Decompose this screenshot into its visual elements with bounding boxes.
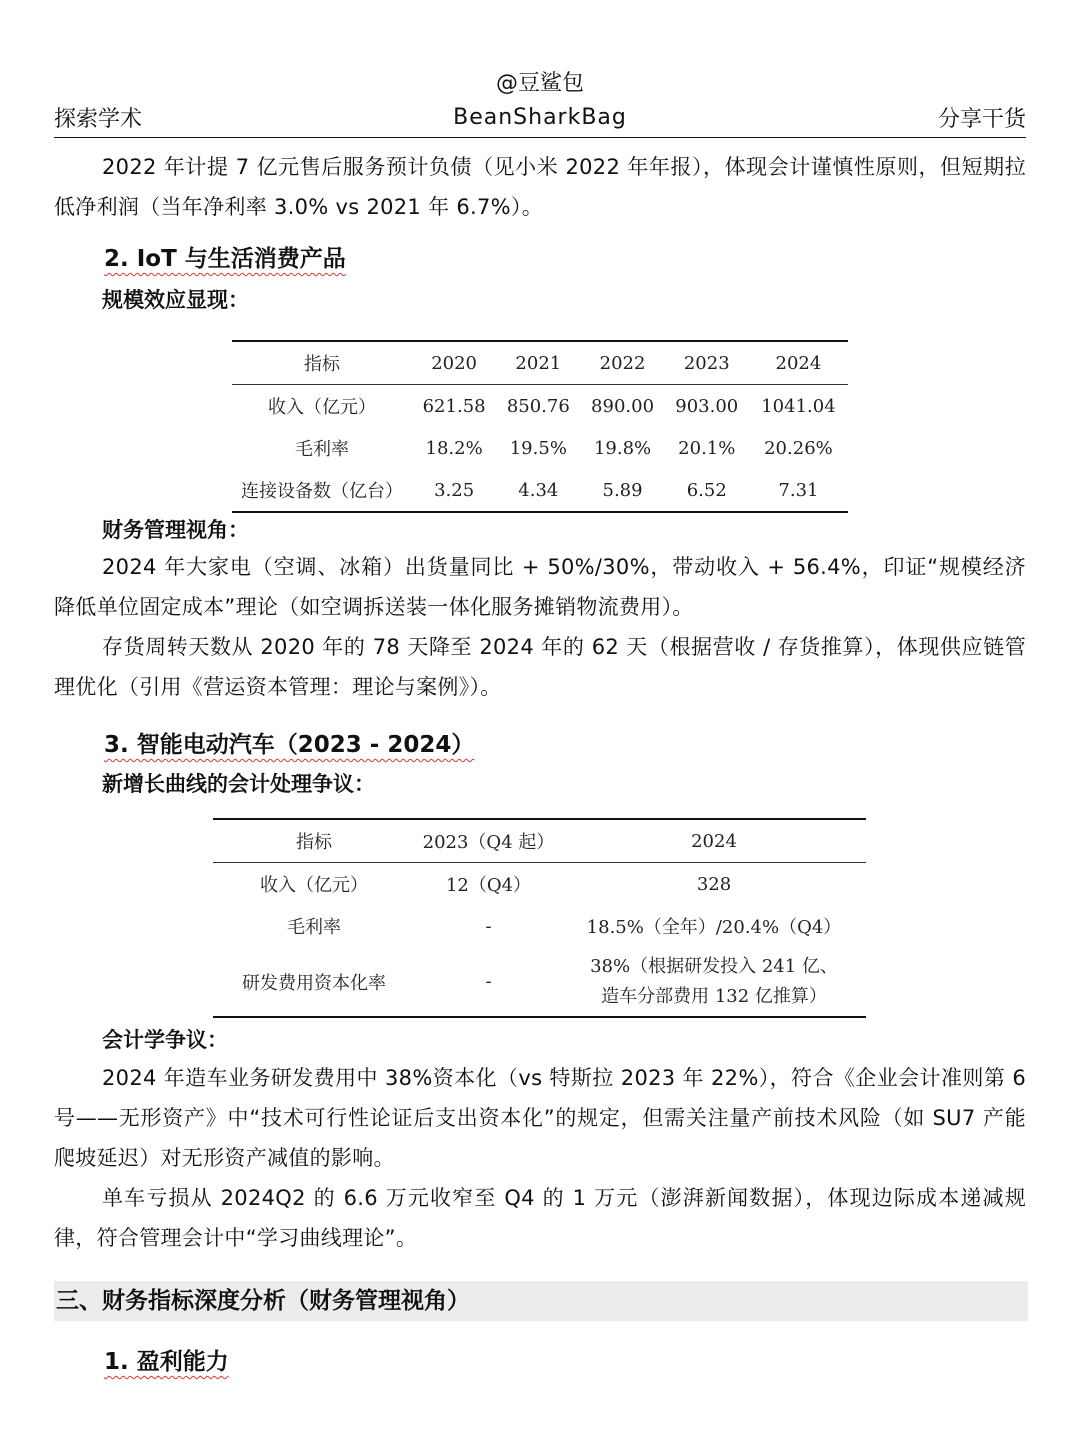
table-cell: 19.5% <box>509 437 567 459</box>
ev-table-header: 2024 <box>562 819 866 863</box>
iot-table-header: 指标 <box>232 341 412 385</box>
header-left: 探索学术 <box>54 106 143 132</box>
iot-table-header: 2021 <box>496 341 580 385</box>
section-3-sub <box>104 1343 229 1376</box>
iot-table-header-row <box>232 341 848 385</box>
table-cell: 621.58 <box>422 395 486 417</box>
table-cell: 328 <box>696 873 732 895</box>
iot-scale-label: 规模效应显现： <box>102 288 249 312</box>
ev-table <box>213 818 866 1018</box>
table-row <box>213 905 866 947</box>
iot-table-header: 2024 <box>749 341 848 385</box>
table-row <box>232 469 848 512</box>
table-cell-line: 38%（根据研发投入 241 亿、 <box>590 955 838 977</box>
table-cell: 850.76 <box>506 395 570 417</box>
table-cell: - <box>485 915 492 937</box>
table-cell-line: 造车分部费用 132 亿推算） <box>601 985 827 1007</box>
table-cell: 18.2% <box>425 437 483 459</box>
table-cell: 20.1% <box>678 437 736 459</box>
table-cell: 毛利率 <box>287 917 341 938</box>
table-cell: 收入（亿元） <box>268 397 376 418</box>
ev-paragraph-1: 2024 年造车业务研发费用中 38%资本化（vs 特斯拉 2023 年 22%），符合《企业会计准则第 6 号——无形资产》中“技术可行性论证后支出资本化”的规定，但需关注量产前技术风险（如 SU7 产能爬坡延迟）对无形资产减值的影响。 <box>54 1066 1026 1170</box>
table-cell: 连接设备数（亿台） <box>241 481 403 502</box>
iot-fin-label: 财务管理视角： <box>102 518 249 542</box>
ev-table-header: 2023（Q4 起） <box>415 819 562 863</box>
ev-label: 新增长曲线的会计处理争议： <box>102 772 375 796</box>
iot-table-header: 2022 <box>580 341 664 385</box>
table-cell: 7.31 <box>778 479 819 501</box>
table-row <box>213 947 866 1017</box>
table-cell: 收入（亿元） <box>260 875 368 896</box>
ev-paragraph-2: 单车亏损从 2024Q2 的 6.6 万元收窄至 Q4 的 1 万元（澎湃新闻数据），体现边际成本递减规律，符合管理会计中“学习曲线理论”。 <box>54 1186 1026 1250</box>
iot-paragraph-1: 2024 年大家电（空调、冰箱）出货量同比 + 50%/30%，带动收入 + 56.4%，印证“规模经济降低单位固定成本”理论（如空调拆送装一体化服务摊销物流费用）。 <box>54 555 1026 619</box>
iot-table <box>232 340 848 513</box>
table-cell: 3.25 <box>434 479 475 501</box>
table-cell: 19.8% <box>593 437 652 459</box>
table-cell: 毛利率 <box>295 439 349 460</box>
header-right: 分享干货 <box>937 106 1026 132</box>
section-3-sub-text: 1. 盈利能力 <box>104 1349 229 1375</box>
table-cell: 890.00 <box>591 395 655 417</box>
table-row <box>232 385 848 428</box>
table-cell: 研发费用资本化率 <box>242 972 386 994</box>
ev-table-header: 指标 <box>213 819 415 863</box>
intro-paragraph: 2022 年计提 7 亿元售后服务预计负债（见小米 2022 年年报），体现会计谨慎性原则，但短期拉低净利润（当年净利率 3.0% vs 2021 年 6.7%）。 <box>54 155 1026 219</box>
header-center: BeanSharkBag <box>453 104 627 130</box>
ev-heading-text: 3. 智能电动汽车（2023 - 2024） <box>104 732 475 758</box>
ev-heading <box>104 726 474 759</box>
table-row <box>232 427 848 469</box>
table-cell <box>562 947 866 1017</box>
table-cell: 18.5%（全年）/20.4%（Q4） <box>586 917 842 938</box>
ev-acct-label: 会计学争议： <box>102 1028 228 1052</box>
table-cell: 1041.04 <box>761 395 836 417</box>
iot-table-header: 2020 <box>412 341 496 385</box>
table-cell: - <box>485 971 492 992</box>
table-cell: 12（Q4） <box>445 875 532 896</box>
iot-heading-text: 2. IoT 与生活消费产品 <box>104 246 346 272</box>
header-author: @豆鲨包 <box>495 71 584 96</box>
table-cell: 6.52 <box>686 479 727 501</box>
iot-heading <box>104 240 346 273</box>
table-row <box>213 863 866 906</box>
iot-table-header: 2023 <box>665 341 749 385</box>
section-3-title: 三、财务指标深度分析（财务管理视角） <box>54 1281 1028 1321</box>
ev-table-header-row <box>213 819 866 863</box>
table-cell: 903.00 <box>675 395 739 417</box>
table-cell: 4.34 <box>518 479 559 501</box>
header-row <box>54 100 1026 134</box>
table-cell: 20.26% <box>764 437 833 459</box>
header-divider <box>54 137 1026 138</box>
iot-paragraph-2: 存货周转天数从 2020 年的 78 天降至 2024 年的 62 天（根据营收 / 存货推算），体现供应链管理优化（引用《营运资本管理：理论与案例》）。 <box>54 635 1026 699</box>
table-cell: 5.89 <box>602 479 643 501</box>
